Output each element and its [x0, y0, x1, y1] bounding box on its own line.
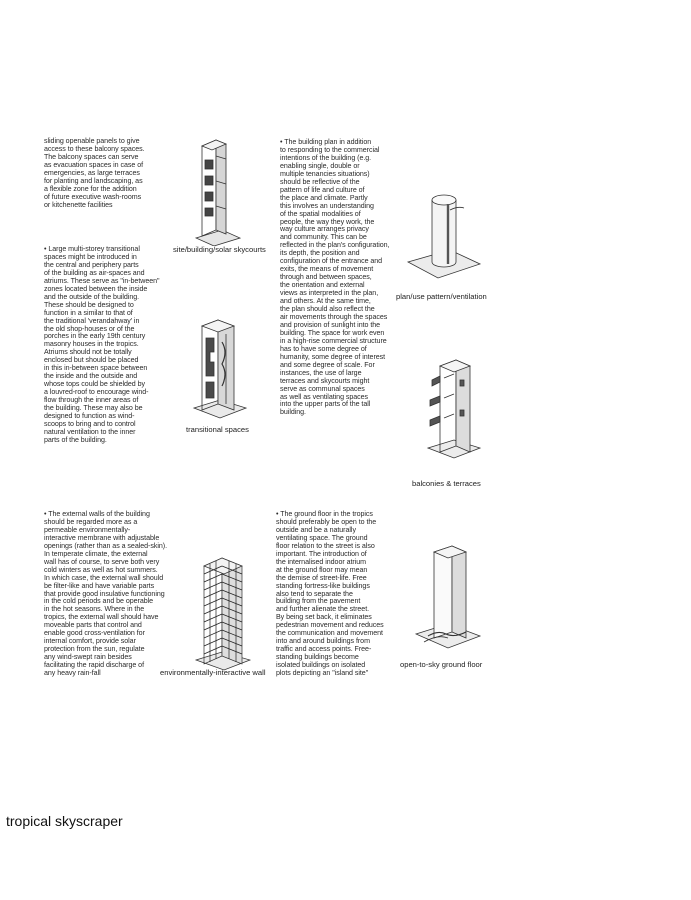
caption-transitional: transitional spaces	[186, 425, 249, 434]
transitional-tower-svg	[190, 312, 250, 430]
paragraph-building-plan: • The building plan in addition to responding to the commercial intentions of the building (e.g. enabling single, double or multiple tenancies situations) should be reflective of the pattern of life and culture of the place and climate. Partly this involves an understanding of the spatial modalities of people, the way they work, the way culture arranges privacy and community. This can be reflected in the plan's configuration, its depth, the position and configuration of the entrance and exits, the means of movement through and between spaces, the orientation and external views as interpreted in the plan, and others. At the same time, the plan should also reflect the air movements through the spaces and provision of sunlight into the building. The space for work even in a high-rise commercial structure has to have some degree of humanity, some degree of interest and some degree of scale. For instances, the use of large terraces and skycourts might serve as communal spaces as well as ventilating spaces into the upper parts of the tall building.	[280, 138, 390, 417]
footer-title: tropical skyscraper	[6, 813, 123, 829]
caption-plan-use: plan/use pattern/ventilation	[396, 292, 487, 301]
skycourts-tower-illustration	[186, 126, 246, 246]
paragraph-external-walls: • The external walls of the building should be regarded more as a permeable environmentally- interactive membrane with adjustable openings (rather than as a sealed-skin). In temperate climate, the external wall has of course, to serve both very cold winters as well as hot summers. In which case, the external wall should be filter-like and have variable parts that provide good insulative functioning in the cold periods and be operable in the hot seasons. Where in the tropics, the external wall should have moveable parts that control and enable good cross-ventilation for internal comfort, provide solar protection from the sun, regulate any wind-swept rain besides facilitating the rapid discharge of any heavy rain-fall	[44, 510, 168, 678]
transitional-tower-illustration	[190, 312, 250, 430]
balconies-tower-illustration	[420, 350, 486, 468]
caption-skycourts: site/building/solar skycourts	[173, 245, 266, 254]
interactive-wall-tower-svg	[192, 548, 256, 674]
balconies-tower-svg	[420, 350, 486, 468]
skycourts-tower-svg	[186, 126, 246, 246]
paragraph-ground-floor: • The ground floor in the tropics should preferably be open to the outside and be a naturally ventilating space. The ground floor relation to the street is also important. The introduction of the internalised indoor atrium at the ground floor may mean the demise of street-life. Free standing fortress-like buildings also tend to separate the building from the pavement and further alienate the street. By being set back, it eliminates pedestrian movement and reduces the communication and movement into and around buildings from traffic and access points. Free- standing buildings become isolated buildings on isolated plots depicting an "island site"	[276, 510, 384, 678]
paragraph-balcony-spaces: sliding openable panels to give access to these balcony spaces. The balcony spaces can serve as evacuation spaces in case of emergencies, as large terraces for planting and landscaping, as a flexible zone for the addition of future executive wash-rooms or kitchenette facilities	[44, 137, 145, 209]
caption-balconies: balconies & terraces	[412, 479, 481, 488]
ground-floor-tower-svg	[410, 538, 486, 658]
plan-use-tower-illustration	[404, 180, 484, 280]
plan-use-tower-svg	[404, 180, 484, 280]
ground-floor-tower-illustration	[410, 538, 486, 658]
paragraph-transitional-spaces: • Large multi-storey transitional spaces might be introduced in the central and periphery parts of the building as air-spaces and atriums. These serve as "in-between" zones located between the inside and the outside of the building. These should be designed to function in a similar to that of the traditional 'verandahway' in the old shop-houses or of the porches in the early 19th century masonry houses in the tropics. Atriums should not be totally enclosed but should be placed in this in-between space between the inside and the outside and whose tops could be shielded by a louvred-roof to encourage wind- flow through the inner areas of the building. These may also be designed to function as wind- scoops to bring and to control natural ventilation to the inner parts of the building.	[44, 245, 160, 444]
caption-ground-floor: open-to-sky ground floor	[400, 660, 483, 669]
interactive-wall-tower-illustration	[192, 548, 256, 674]
caption-interactive-wall: environmentally-interactive wall	[160, 668, 266, 677]
